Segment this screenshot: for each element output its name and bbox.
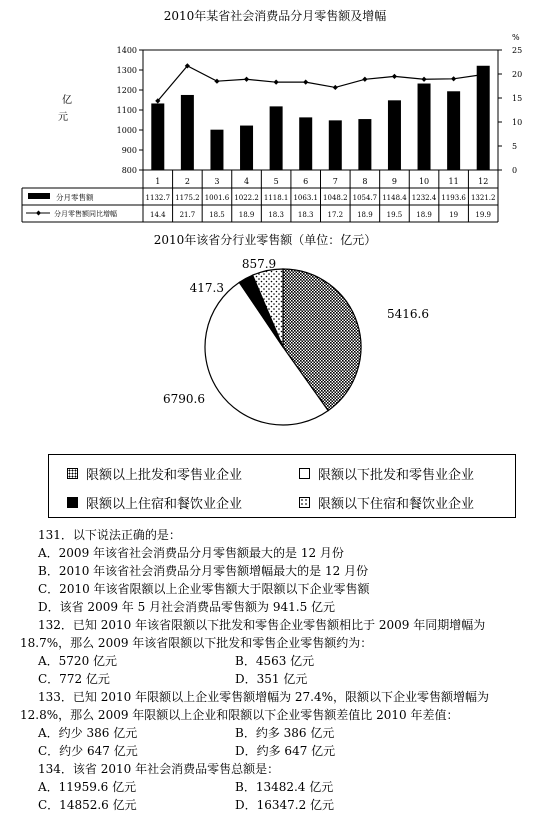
growth-point	[421, 77, 426, 82]
y-tick-label: 800	[121, 166, 137, 175]
y2-tick-label: 20	[512, 70, 523, 79]
bar-chart	[22, 8, 522, 222]
y2-tick-label: 15	[512, 94, 523, 103]
option-131-d: D．该省 2009 年 5 月社会消费品零售额为 941.5 亿元	[38, 600, 336, 614]
y-unit-label: 元	[58, 112, 68, 123]
table-cell: 19	[449, 211, 459, 219]
option-132-d: D．351 亿元	[235, 672, 308, 686]
table-cell: 1321.2	[470, 194, 496, 202]
bar	[477, 66, 490, 170]
pie-chart	[154, 232, 429, 425]
bar	[358, 119, 371, 170]
question-133-cont: 12.8%，那么 2009 年限额以上企业和限额以下企业零售额差值比 2010 年差值：	[20, 708, 459, 722]
growth-line	[158, 66, 483, 101]
x-tick-label: 7	[332, 177, 338, 186]
pie-title: 2010年该省分行业零售额（单位：亿元）	[153, 233, 377, 247]
question-131: 131．以下说法正确的是：	[38, 528, 181, 542]
y2-tick-label: 0	[512, 166, 518, 175]
table-cell: 1001.6	[204, 194, 230, 202]
option-132-c: C．772 亿元	[38, 672, 110, 686]
table-cell: 14.4	[149, 211, 166, 219]
legend-line-marker	[36, 211, 41, 216]
legend-label: 限额以上住宿和餐饮业企业	[86, 497, 243, 512]
y-tick-label: 1400	[116, 46, 137, 55]
question-132-cont: 18.7%，那么 2009 年该省限额以下批发和零售企业零售额约为：	[20, 636, 373, 650]
legend-item-4	[299, 493, 474, 512]
table-cell: 1175.2	[175, 194, 200, 202]
legend-item-2	[299, 464, 474, 483]
table-cell: 18.5	[209, 211, 225, 219]
table-cell: 21.7	[179, 211, 196, 219]
y-tick-label: 1300	[116, 66, 137, 75]
chart-title: 2010年某省社会消费品分月零售额及增幅	[163, 9, 387, 23]
table-cell: 18.3	[297, 211, 314, 219]
y2-unit-label: %	[512, 33, 520, 42]
y2-tick-label: 5	[512, 142, 518, 151]
x-tick-label: 10	[418, 177, 430, 186]
table-cell: 18.9	[238, 211, 255, 219]
bar	[299, 117, 312, 170]
x-tick-label: 8	[362, 177, 368, 186]
table-cell: 18.9	[416, 211, 432, 219]
table-cell: 1054.7	[352, 194, 378, 202]
question-132: 132．已知 2010 年该省限额以下批发和零售企业零售额相比于 2009 年同期增幅为	[38, 618, 486, 632]
option-134-a: A．11959.6 亿元	[38, 780, 137, 794]
table-cell: 19.9	[475, 211, 492, 219]
option-132-a: A．5720 亿元	[38, 654, 118, 668]
bar	[447, 91, 460, 170]
table-cell: 1118.1	[263, 194, 289, 202]
y-unit-label: 亿	[62, 95, 72, 106]
legend-label: 限额以下住宿和餐饮业企业	[318, 497, 475, 512]
x-tick-label: 11	[448, 177, 459, 186]
option-131-b: B．2010 年该省社会消费品分月零售额增幅最大的是 12 月份	[38, 564, 369, 578]
legend-swatch-black	[67, 497, 78, 508]
y2-tick-label: 10	[512, 118, 523, 127]
question-134: 134．该省 2010 年社会消费品零售总额是：	[38, 762, 280, 776]
bar	[210, 130, 223, 170]
bar	[270, 106, 283, 170]
legend-label: 限额以上批发和零售业企业	[86, 468, 243, 483]
x-tick-label: 4	[243, 177, 250, 186]
legend-bar-key	[28, 193, 50, 199]
growth-point	[244, 77, 249, 82]
growth-point	[451, 76, 456, 81]
x-tick-label: 1	[155, 177, 161, 186]
y-tick-label: 1200	[116, 86, 137, 95]
pie-legend	[48, 454, 516, 518]
y-tick-label: 900	[121, 146, 137, 155]
option-132-b: B．4563 亿元	[235, 654, 315, 668]
x-tick-label: 3	[214, 177, 220, 186]
growth-point	[362, 77, 367, 82]
growth-point	[303, 80, 308, 85]
legend-item-1	[67, 464, 242, 483]
legend-label: 限额以下批发和零售业企业	[318, 468, 475, 483]
table-cell: 1148.4	[382, 194, 407, 202]
pie-value-label: 417.3	[189, 281, 224, 295]
legend-bar-label: 分月零售额	[56, 193, 94, 202]
x-tick-label: 12	[478, 177, 489, 186]
table-cell: 1022.2	[234, 194, 259, 202]
y2-tick-label: 25	[512, 46, 523, 55]
table-cell: 1048.2	[323, 194, 348, 202]
bar	[329, 120, 342, 170]
bar	[181, 95, 194, 170]
table-cell: 17.2	[327, 211, 344, 219]
growth-point	[214, 79, 219, 84]
option-131-a: A．2009 年该省社会消费品分月零售额最大的是 12 月份	[38, 546, 344, 560]
x-tick-label: 5	[273, 177, 279, 186]
legend-item-3	[67, 493, 242, 512]
option-133-a: A．约少 386 亿元	[38, 726, 138, 740]
option-134-d: D．16347.2 亿元	[235, 798, 335, 812]
table-cell: 1132.7	[145, 194, 171, 202]
pie-value-label: 6790.6	[163, 392, 205, 406]
y-tick-label: 1100	[116, 106, 137, 115]
table-cell: 1063.1	[293, 194, 318, 202]
legend-line-label: 分月零售额同比增幅	[54, 210, 117, 218]
growth-point	[333, 85, 338, 90]
option-133-b: B．约多 386 亿元	[235, 726, 335, 740]
bar	[151, 103, 164, 170]
bar	[240, 126, 253, 170]
y-tick-label: 1000	[116, 126, 137, 135]
growth-point	[274, 80, 279, 85]
x-tick-label: 9	[391, 177, 398, 186]
table-cell: 18.3	[268, 211, 284, 219]
x-tick-label: 6	[303, 177, 309, 186]
option-134-c: C．14852.6 亿元	[38, 798, 137, 812]
pie-value-label: 857.9	[241, 257, 277, 271]
table-cell: 19.5	[386, 211, 403, 219]
option-133-d: D．约多 647 亿元	[235, 744, 336, 758]
growth-point	[392, 74, 397, 79]
table-cell: 1193.6	[441, 194, 466, 202]
plot-frame	[143, 50, 498, 170]
legend-swatch-sparse-dots	[299, 497, 310, 508]
table-cell: 18.9	[357, 211, 373, 219]
legend-swatch-dense-dots	[67, 468, 78, 479]
table-cell: 1232.4	[411, 194, 437, 202]
option-134-b: B．13482.4 亿元	[235, 780, 334, 794]
x-tick-label: 2	[184, 177, 190, 186]
bar	[418, 84, 431, 170]
bar	[388, 100, 401, 170]
question-133: 133．已知 2010 年限额以上企业零售额增幅为 27.4%，限额以下企业零售额增幅为	[38, 690, 490, 704]
option-131-c: C．2010 年该省限额以上企业零售额大于限额以下企业零售额	[38, 582, 370, 596]
legend-swatch-white	[299, 468, 310, 479]
pie-value-label: 5416.6	[387, 307, 429, 321]
option-133-c: C．约少 647 亿元	[38, 744, 138, 758]
